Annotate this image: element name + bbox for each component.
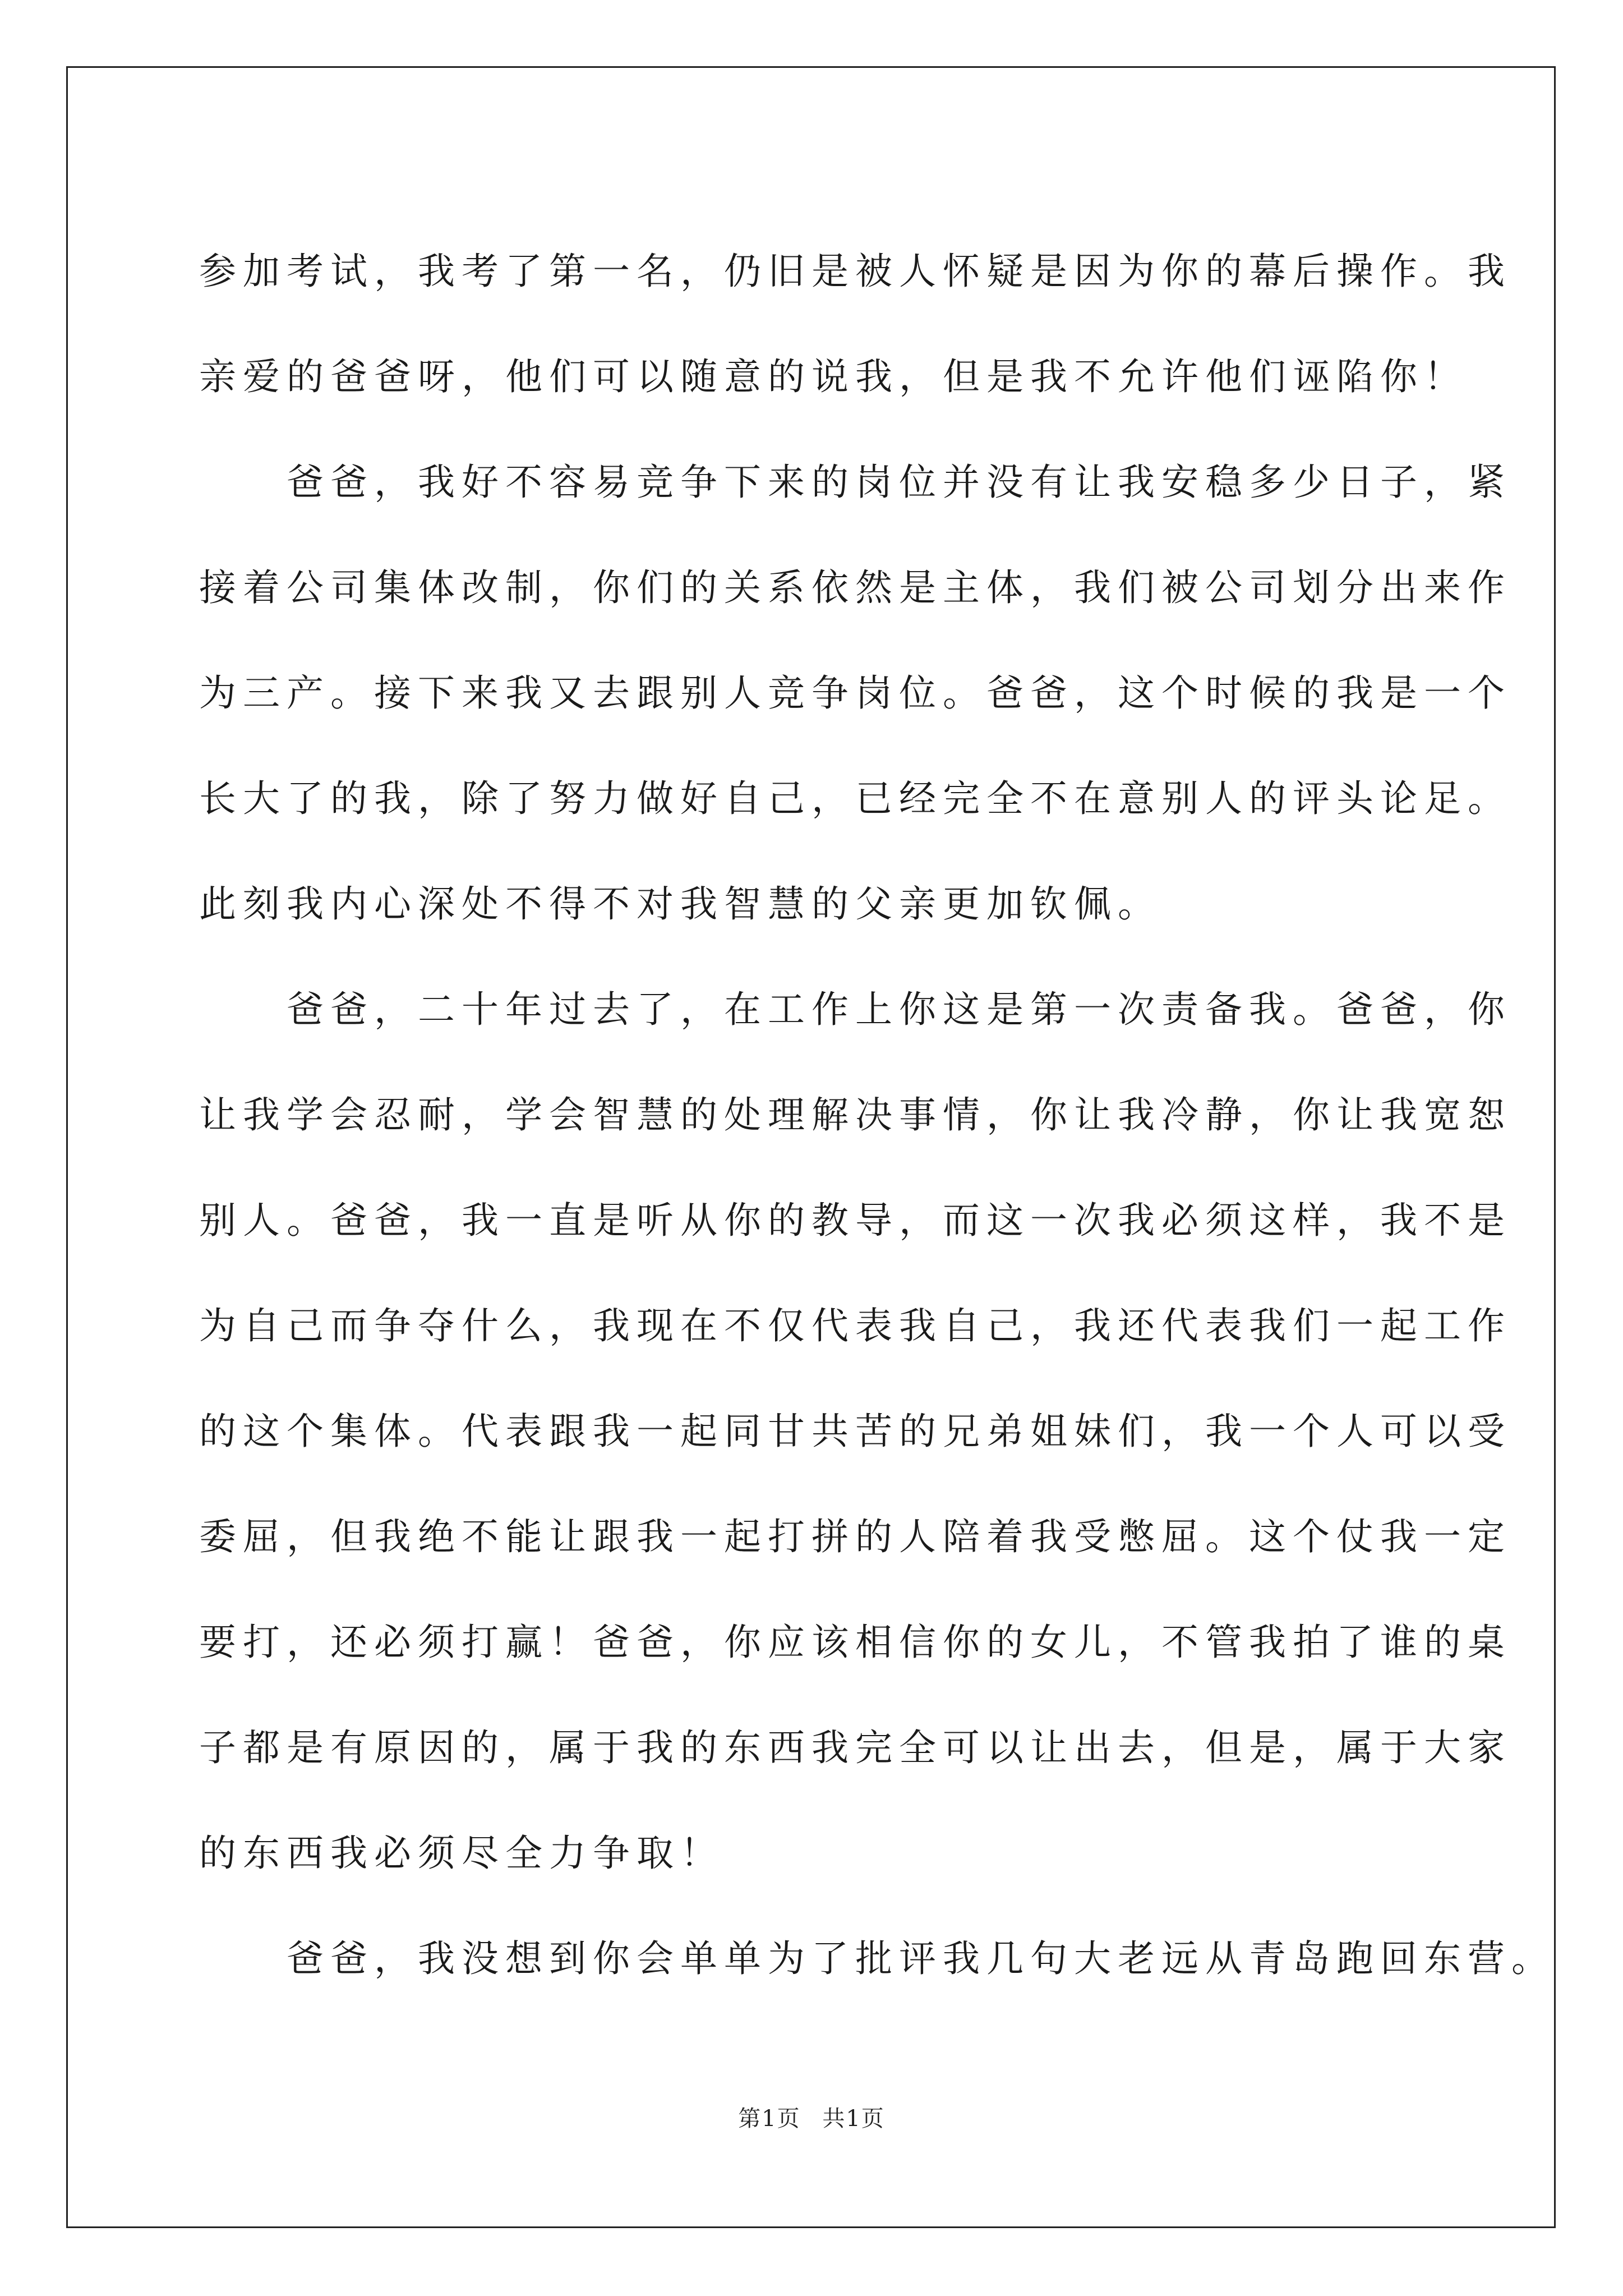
text-line: 参加考试，我考了第一名，仍旧是被人怀疑是因为你的幕后操作。我 xyxy=(199,250,1511,293)
text-line: 要打，还必须打赢！爸爸，你应该相信你的女儿，不管我拍了谁的桌 xyxy=(199,1621,1511,1664)
text-line: 长大了的我，除了努力做好自己，已经完全不在意别人的评头论足。 xyxy=(199,777,1511,820)
text-line: 委屈，但我绝不能让跟我一起打拼的人陪着我受憋屈。这个仗我一定 xyxy=(199,1515,1511,1558)
text-line: 此刻我内心深处不得不对我智慧的父亲更加钦佩。 xyxy=(199,882,1161,926)
text-line: 爸爸，二十年过去了，在工作上你这是第一次责备我。爸爸，你 xyxy=(199,988,1511,1031)
text-line: 亲爱的爸爸呀，他们可以随意的说我，但是我不允许他们诬陷你！ xyxy=(199,355,1468,398)
text-line: 让我学会忍耐，学会智慧的处理解决事情，你让我冷静，你让我宽恕 xyxy=(199,1093,1511,1137)
text-line: 为自己而争夺什么，我现在不仅代表我自己，我还代表我们一起工作 xyxy=(199,1304,1511,1347)
text-line: 爸爸，我没想到你会单单为了批评我几句大老远从青岛跑回东营。 xyxy=(199,1937,1555,1980)
page-footer xyxy=(0,2101,1623,2133)
text-line: 爸爸，我好不容易竞争下来的岗位并没有让我安稳多少日子，紧 xyxy=(199,461,1511,504)
text-line: 接着公司集体改制，你们的关系依然是主体，我们被公司划分出来作 xyxy=(199,566,1511,609)
page-number-current: 第1页 xyxy=(738,2106,801,2132)
text-line: 的东西我必须尽全力争取！ xyxy=(199,1832,724,1875)
text-line: 的这个集体。代表跟我一起同甘共苦的兄弟姐妹们，我一个人可以受 xyxy=(199,1410,1511,1453)
page-number-total: 共1页 xyxy=(822,2106,885,2132)
text-line: 别人。爸爸，我一直是听从你的教导，而这一次我必须这样，我不是 xyxy=(199,1199,1511,1242)
document-body xyxy=(199,219,1555,2012)
text-line: 为三产。接下来我又去跟别人竞争岗位。爸爸，这个时候的我是一个 xyxy=(199,671,1511,715)
text-line: 子都是有原因的，属于我的东西我完全可以让出去，但是，属于大家 xyxy=(199,1726,1511,1769)
